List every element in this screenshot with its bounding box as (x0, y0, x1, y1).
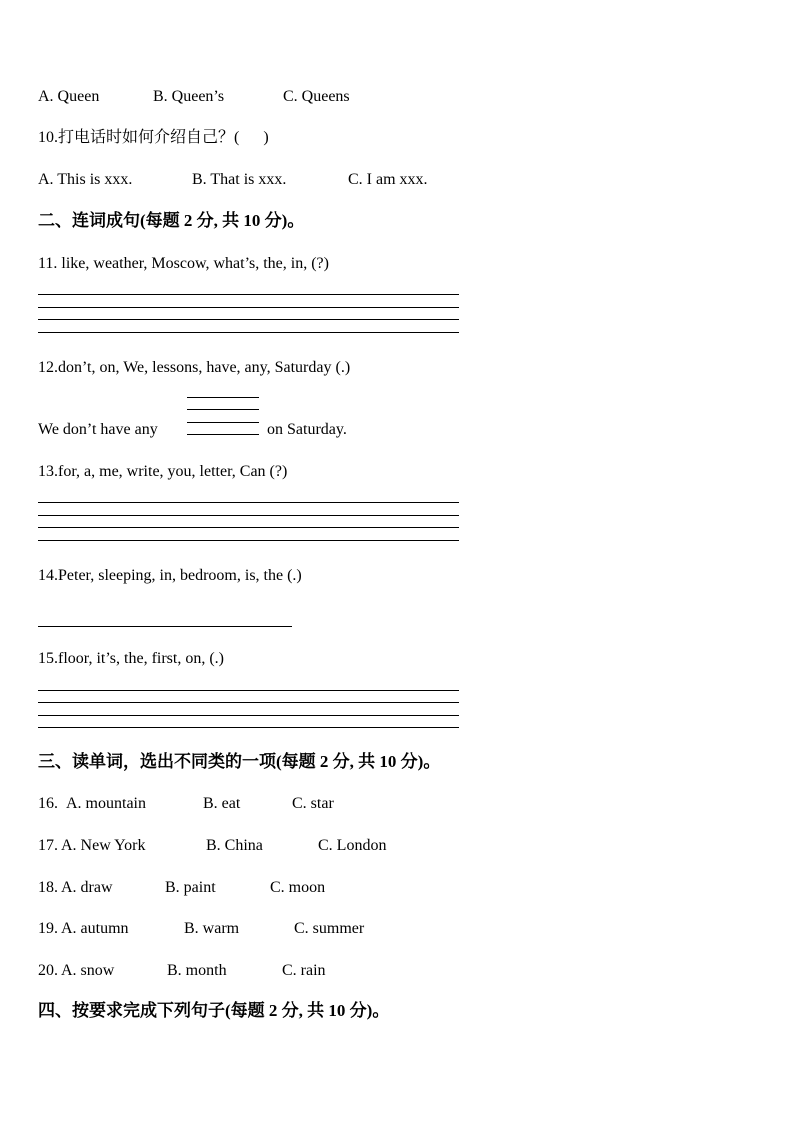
q9-option-b: B. Queen’s (153, 88, 225, 105)
q13-answer-line[interactable] (38, 527, 459, 528)
q13-answer-line[interactable] (38, 502, 459, 503)
q15-answer-line[interactable] (38, 702, 459, 703)
q18-option-a: A. draw (61, 879, 113, 896)
q13-answer-line[interactable] (38, 515, 459, 516)
q19-number: 19. (38, 920, 58, 937)
q17-option-a: A. New York (61, 837, 146, 854)
q11-answer-line[interactable] (38, 294, 459, 295)
q15-prompt: 15.floor, it’s, the, first, on, (.) (38, 650, 224, 667)
q15-answer-line[interactable] (38, 715, 459, 716)
q10-question: 10.打电话时如何介绍自己？( ) (38, 129, 269, 146)
q12-blank-line[interactable] (187, 422, 259, 423)
q20-option-c: C. rain (282, 962, 326, 979)
q19-option-a: A. autumn (61, 920, 129, 937)
q16-number: 16. (38, 795, 62, 812)
q12-sentence-start: We don’t have any (38, 421, 158, 438)
q11-answer-line[interactable] (38, 332, 459, 333)
q12-blank-line[interactable] (187, 397, 259, 398)
q16-option-b: B. eat (203, 795, 241, 812)
q17-number: 17. (38, 837, 58, 854)
q11-prompt: 11. like, weather, Moscow, what’s, the, in, (?) (38, 255, 329, 272)
q11-answer-line[interactable] (38, 319, 459, 320)
q17-option-c: C. London (318, 837, 387, 854)
q13-answer-line[interactable] (38, 540, 459, 541)
q12-blank-line[interactable] (187, 434, 259, 435)
q18-option-c: C. moon (270, 879, 326, 896)
q16-option-c: C. star (292, 795, 334, 812)
q10-option-b: B. That is xxx. (192, 171, 287, 188)
q12-sentence-end: on Saturday. (267, 421, 347, 438)
q16-option-a: A. mountain (66, 795, 146, 812)
q11-answer-line[interactable] (38, 307, 459, 308)
q10-option-c: C. I am xxx. (348, 171, 428, 188)
q13-prompt: 13.for, a, me, write, you, letter, Can (?) (38, 463, 288, 480)
q15-answer-line[interactable] (38, 690, 459, 691)
q12-prompt: 12.don’t, on, We, lessons, have, any, Saturday (.) (38, 359, 351, 376)
q19-option-c: C. summer (294, 920, 365, 937)
section4-heading: 四、按要求完成下列句子(每题 2 分, 共 10 分)。 (38, 1001, 390, 1020)
section2-heading: 二、连词成句(每题 2 分, 共 10 分)。 (38, 211, 305, 230)
q18-number: 18. (38, 879, 58, 896)
q14-answer-line[interactable] (38, 626, 292, 627)
q14-prompt: 14.Peter, sleeping, in, bedroom, is, the (.) (38, 567, 302, 584)
q9-option-a: A. Queen (38, 88, 100, 105)
q15-answer-line[interactable] (38, 727, 459, 728)
q20-option-a: A. snow (61, 962, 115, 979)
q9-option-c: C. Queens (283, 88, 350, 105)
q12-blank-line[interactable] (187, 409, 259, 410)
q17-option-b: B. China (206, 837, 263, 854)
q10-option-a: A. This is xxx. (38, 171, 133, 188)
section3-heading: 三、读单词，选出不同类的一项(每题 2 分, 共 10 分)。 (38, 752, 441, 771)
q18-option-b: B. paint (165, 879, 216, 896)
q20-number: 20. (38, 962, 58, 979)
q20-option-b: B. month (167, 962, 227, 979)
q19-option-b: B. warm (184, 920, 240, 937)
